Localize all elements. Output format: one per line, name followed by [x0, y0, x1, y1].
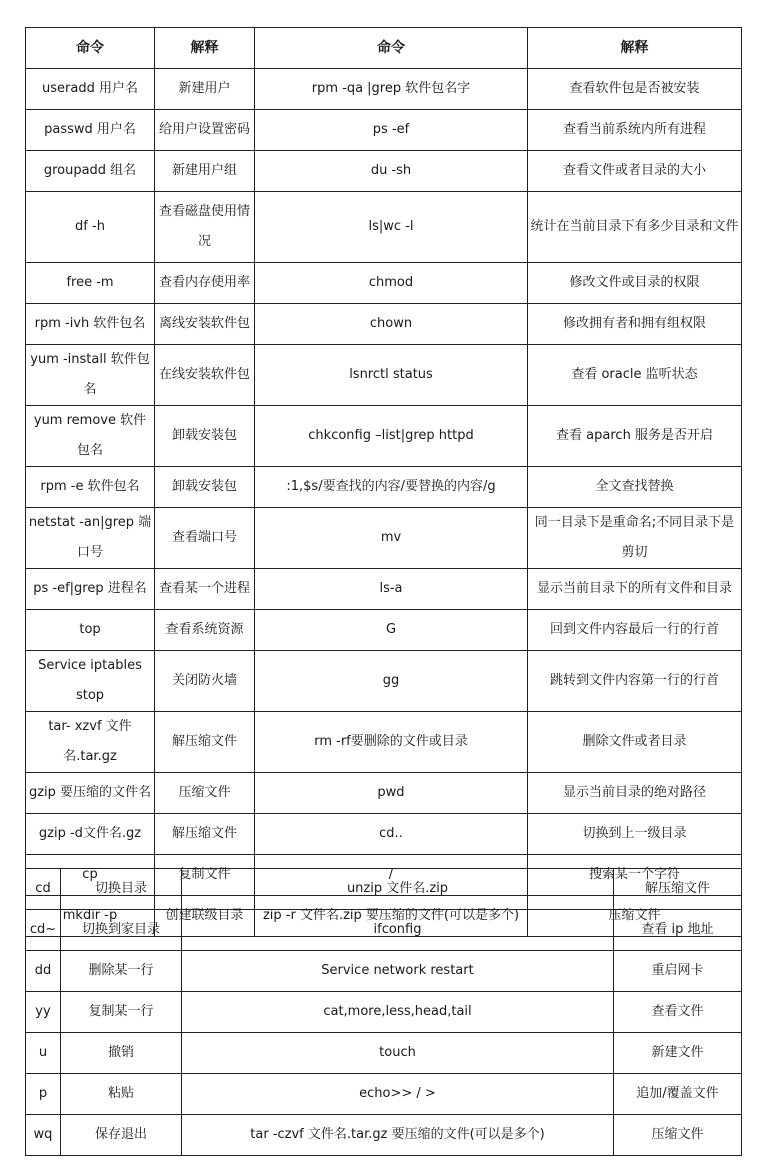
description-cell: 切换到家目录 [61, 910, 182, 951]
command-cell: Service iptables stop [26, 651, 155, 712]
description-cell: 跳转到文件内容第一行的行首 [528, 651, 742, 712]
description-cell: 新建文件 [614, 1033, 742, 1074]
command-table-main [25, 27, 742, 937]
command-cell: cp [26, 855, 155, 896]
command-cell: unzip 文件名.zip [182, 869, 614, 910]
description-cell: 查看磁盘使用情况 [155, 192, 255, 263]
table-row [26, 263, 742, 304]
column-header: 解释 [528, 28, 742, 69]
command-table-extra [25, 868, 742, 1156]
table-row [26, 951, 742, 992]
description-cell: 给用户设置密码 [155, 110, 255, 151]
description-cell: 重启网卡 [614, 951, 742, 992]
description-cell: 查看 aparch 服务是否开启 [528, 406, 742, 467]
command-cell: touch [182, 1033, 614, 1074]
command-cell: gzip -d文件名.gz [26, 814, 155, 855]
command-cell: tar -czvf 文件名.tar.gz 要压缩的文件(可以是多个) [182, 1115, 614, 1156]
command-cell: ifconfig [182, 910, 614, 951]
command-cell: chmod [255, 263, 528, 304]
description-cell: 切换目录 [61, 869, 182, 910]
command-cell: chkconfig –list|grep httpd [255, 406, 528, 467]
table-row [26, 569, 742, 610]
description-cell: 粘贴 [61, 1074, 182, 1115]
description-cell: 解压缩文件 [614, 869, 742, 910]
table-row [26, 610, 742, 651]
description-cell: 解压缩文件 [155, 712, 255, 773]
description-cell: 显示当前目录下的所有文件和目录 [528, 569, 742, 610]
header-row [26, 28, 742, 69]
command-cell: top [26, 610, 155, 651]
command-cell: rm -rf要删除的文件或目录 [255, 712, 528, 773]
table-row [26, 773, 742, 814]
description-cell: 新建用户 [155, 69, 255, 110]
column-header: 解释 [155, 28, 255, 69]
table-row [26, 1115, 742, 1156]
description-cell: 追加/覆盖文件 [614, 1074, 742, 1115]
command-cell: echo>> / > [182, 1074, 614, 1115]
table-row [26, 192, 742, 263]
description-cell: 保存退出 [61, 1115, 182, 1156]
command-cell: ls|wc -l [255, 192, 528, 263]
table-row [26, 1033, 742, 1074]
command-cell: cd~ [26, 910, 61, 951]
table-row [26, 651, 742, 712]
command-cell: cat,more,less,head,tail [182, 992, 614, 1033]
description-cell: 显示当前目录的绝对路径 [528, 773, 742, 814]
description-cell: 卸载安装包 [155, 467, 255, 508]
description-cell: 全文查找替换 [528, 467, 742, 508]
column-header: 命令 [255, 28, 528, 69]
description-cell: 查看系统资源 [155, 610, 255, 651]
description-cell: 复制某一行 [61, 992, 182, 1033]
table-row [26, 508, 742, 569]
table-row [26, 712, 742, 773]
description-cell: 新建用户组 [155, 151, 255, 192]
command-cell: passwd 用户名 [26, 110, 155, 151]
command-cell: rpm -e 软件包名 [26, 467, 155, 508]
command-cell: free -m [26, 263, 155, 304]
table-row [26, 406, 742, 467]
description-cell: 查看当前系统内所有进程 [528, 110, 742, 151]
description-cell: 搜索某一个字符 [528, 855, 742, 896]
command-cell: pwd [255, 773, 528, 814]
description-cell: 查看某一个进程 [155, 569, 255, 610]
description-cell: 查看端口号 [155, 508, 255, 569]
command-cell: Service network restart [182, 951, 614, 992]
description-cell: 统计在当前目录下有多少目录和文件 [528, 192, 742, 263]
description-cell: 修改文件或目录的权限 [528, 263, 742, 304]
description-cell: 关闭防火墙 [155, 651, 255, 712]
description-cell: 在线安装软件包 [155, 345, 255, 406]
command-cell: G [255, 610, 528, 651]
command-cell: mkdir -p [26, 896, 155, 937]
description-cell: 切换到上一级目录 [528, 814, 742, 855]
table-row [26, 110, 742, 151]
command-cell: / [255, 855, 528, 896]
command-cell: u [26, 1033, 61, 1074]
table-row [26, 304, 742, 345]
command-cell: ls-a [255, 569, 528, 610]
table-row [26, 467, 742, 508]
description-cell: 解压缩文件 [155, 814, 255, 855]
description-cell: 撤销 [61, 1033, 182, 1074]
description-cell: 创建联级目录 [155, 896, 255, 937]
command-cell: gzip 要压缩的文件名 [26, 773, 155, 814]
command-cell: df -h [26, 192, 155, 263]
description-cell: 离线安装软件包 [155, 304, 255, 345]
table-row [26, 992, 742, 1033]
command-cell: :1,$s/要查找的内容/要替换的内容/g [255, 467, 528, 508]
table-row [26, 345, 742, 406]
description-cell: 复制文件 [155, 855, 255, 896]
command-cell: lsnrctl status [255, 345, 528, 406]
command-cell: du -sh [255, 151, 528, 192]
description-cell: 同一目录下是重命名;不同目录下是剪切 [528, 508, 742, 569]
command-cell: chown [255, 304, 528, 345]
command-cell: mv [255, 508, 528, 569]
command-cell: tar- xzvf 文件名.tar.gz [26, 712, 155, 773]
table-row [26, 814, 742, 855]
description-cell: 压缩文件 [614, 1115, 742, 1156]
description-cell: 查看文件 [614, 992, 742, 1033]
table-row [26, 1074, 742, 1115]
table-row [26, 151, 742, 192]
command-cell: ps -ef [255, 110, 528, 151]
command-cell: p [26, 1074, 61, 1115]
command-cell: zip -r 文件名.zip 要压缩的文件(可以是多个) [255, 896, 528, 937]
command-cell: ps -ef|grep 进程名 [26, 569, 155, 610]
description-cell: 卸载安装包 [155, 406, 255, 467]
description-cell: 查看 oracle 监听状态 [528, 345, 742, 406]
command-cell: yum -install 软件包名 [26, 345, 155, 406]
description-cell: 查看文件或者目录的大小 [528, 151, 742, 192]
description-cell: 压缩文件 [155, 773, 255, 814]
description-cell: 删除文件或者目录 [528, 712, 742, 773]
command-cell: groupadd 组名 [26, 151, 155, 192]
description-cell: 压缩文件 [528, 896, 742, 937]
description-cell: 修改拥有者和拥有组权限 [528, 304, 742, 345]
description-cell: 查看 ip 地址 [614, 910, 742, 951]
command-cell: netstat -an|grep 端口号 [26, 508, 155, 569]
command-cell: useradd 用户名 [26, 69, 155, 110]
description-cell: 回到文件内容最后一行的行首 [528, 610, 742, 651]
table-row [26, 69, 742, 110]
command-cell: yy [26, 992, 61, 1033]
command-cell: cd [26, 869, 61, 910]
command-cell: cd.. [255, 814, 528, 855]
table-row [26, 869, 742, 910]
column-header: 命令 [26, 28, 155, 69]
description-cell: 查看软件包是否被安装 [528, 69, 742, 110]
table-row [26, 910, 742, 951]
command-cell: wq [26, 1115, 61, 1156]
command-cell: dd [26, 951, 61, 992]
command-cell: yum remove 软件包名 [26, 406, 155, 467]
command-cell: gg [255, 651, 528, 712]
description-cell: 查看内存使用率 [155, 263, 255, 304]
command-cell: rpm -ivh 软件包名 [26, 304, 155, 345]
command-cell: rpm -qa |grep 软件包名字 [255, 69, 528, 110]
description-cell: 删除某一行 [61, 951, 182, 992]
